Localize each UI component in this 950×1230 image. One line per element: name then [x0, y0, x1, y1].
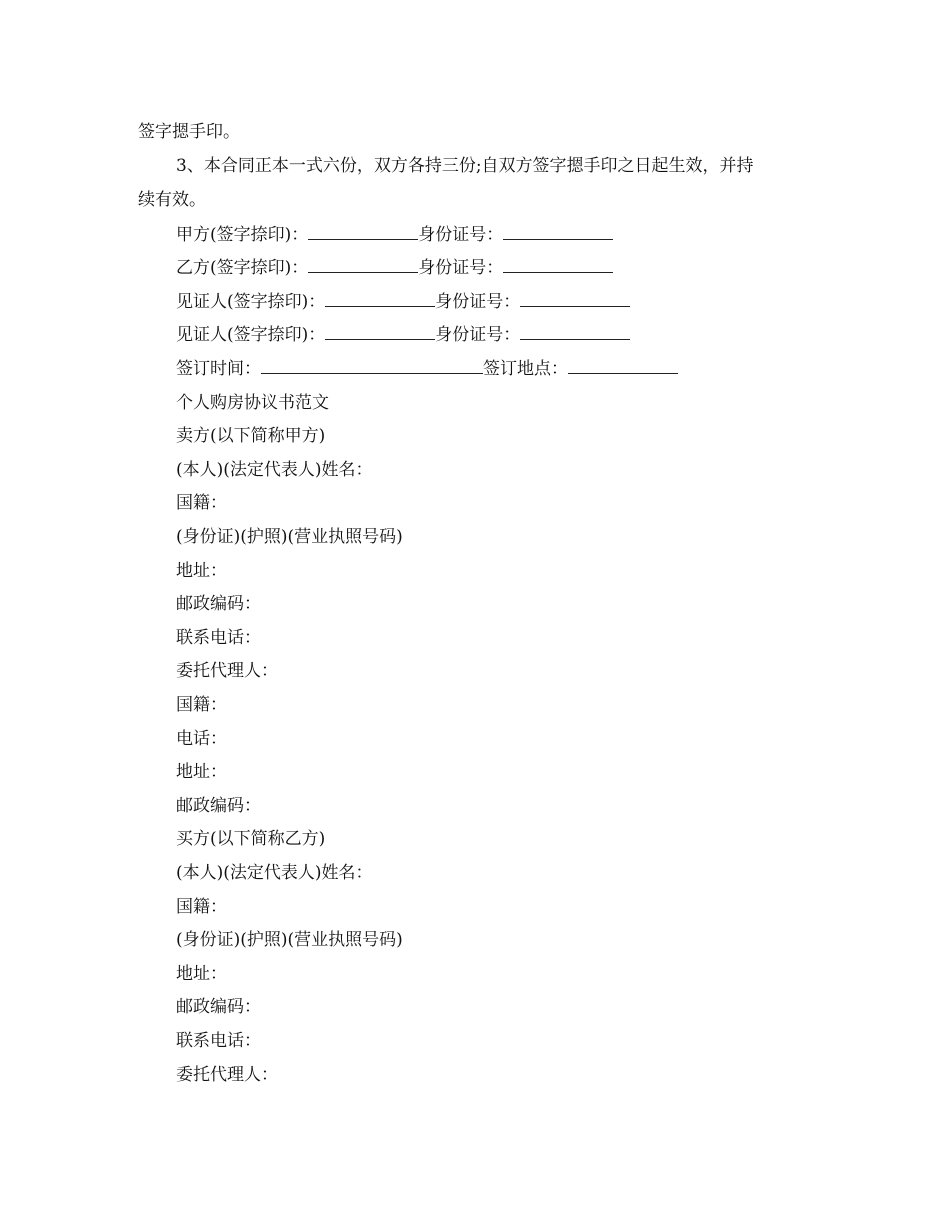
id-blank [520, 292, 630, 307]
signature-line-party-a [176, 225, 613, 245]
id-label: 身份证号： [435, 292, 521, 312]
signature-blank [308, 258, 418, 273]
witness-label: 见证人(签字捺印)： [176, 292, 326, 312]
signature-line-party-b [176, 258, 613, 278]
place-blank [568, 359, 678, 374]
buyer-heading: 买方(以下简称乙方) [176, 829, 326, 849]
seller-address-field: 地址： [176, 561, 227, 581]
seller-agent-field: 委托代理人： [176, 661, 278, 681]
paragraph-line: 3、本合同正本一式六份，双方各持三份;自双方签字摁手印之日起生效，并持 [176, 156, 754, 176]
signature-line-witness-1 [176, 292, 630, 312]
id-label: 身份证号： [418, 258, 504, 278]
id-blank [520, 325, 630, 340]
buyer-address-field: 地址： [176, 964, 227, 984]
seller-agent-postcode-field: 邮政编码： [176, 796, 261, 816]
buyer-id-field: (身份证)(护照)(营业执照号码) [176, 930, 403, 950]
witness-label: 见证人(签字捺印)： [176, 325, 326, 345]
id-label: 身份证号： [435, 325, 521, 345]
date-blank [261, 359, 483, 374]
seller-nationality-field: 国籍： [176, 493, 227, 513]
paragraph-line: 签字摁手印。 [138, 122, 240, 142]
party-a-label: 甲方(签字捺印)： [176, 225, 309, 245]
seller-heading: 卖方(以下简称甲方) [176, 426, 326, 446]
seller-name-field: (本人)(法定代表人)姓名： [176, 460, 373, 480]
party-b-label: 乙方(签字捺印)： [176, 258, 309, 278]
seller-id-field: (身份证)(护照)(营业执照号码) [176, 527, 403, 547]
signature-blank [308, 225, 418, 240]
seller-postcode-field: 邮政编码： [176, 594, 261, 614]
buyer-nationality-field: 国籍： [176, 897, 227, 917]
buyer-agent-field: 委托代理人： [176, 1065, 278, 1085]
buyer-name-field: (本人)(法定代表人)姓名： [176, 863, 373, 883]
id-label: 身份证号： [418, 225, 504, 245]
seller-agent-phone-field: 电话： [176, 729, 227, 749]
signature-blank [325, 292, 435, 307]
place-label: 签订地点： [483, 359, 568, 379]
seller-agent-nationality-field: 国籍： [176, 695, 227, 715]
paragraph-line: 续有效。 [138, 190, 206, 210]
buyer-phone-field: 联系电话： [176, 1031, 261, 1051]
signature-line-witness-2 [176, 325, 630, 345]
seller-phone-field: 联系电话： [176, 628, 261, 648]
seller-agent-address-field: 地址： [176, 762, 227, 782]
section-title: 个人购房协议书范文 [176, 393, 329, 413]
buyer-postcode-field: 邮政编码： [176, 997, 261, 1017]
id-blank [503, 225, 613, 240]
date-label: 签订时间： [176, 359, 261, 379]
signature-line-date-place [176, 359, 678, 379]
id-blank [503, 258, 613, 273]
signature-blank [325, 325, 435, 340]
